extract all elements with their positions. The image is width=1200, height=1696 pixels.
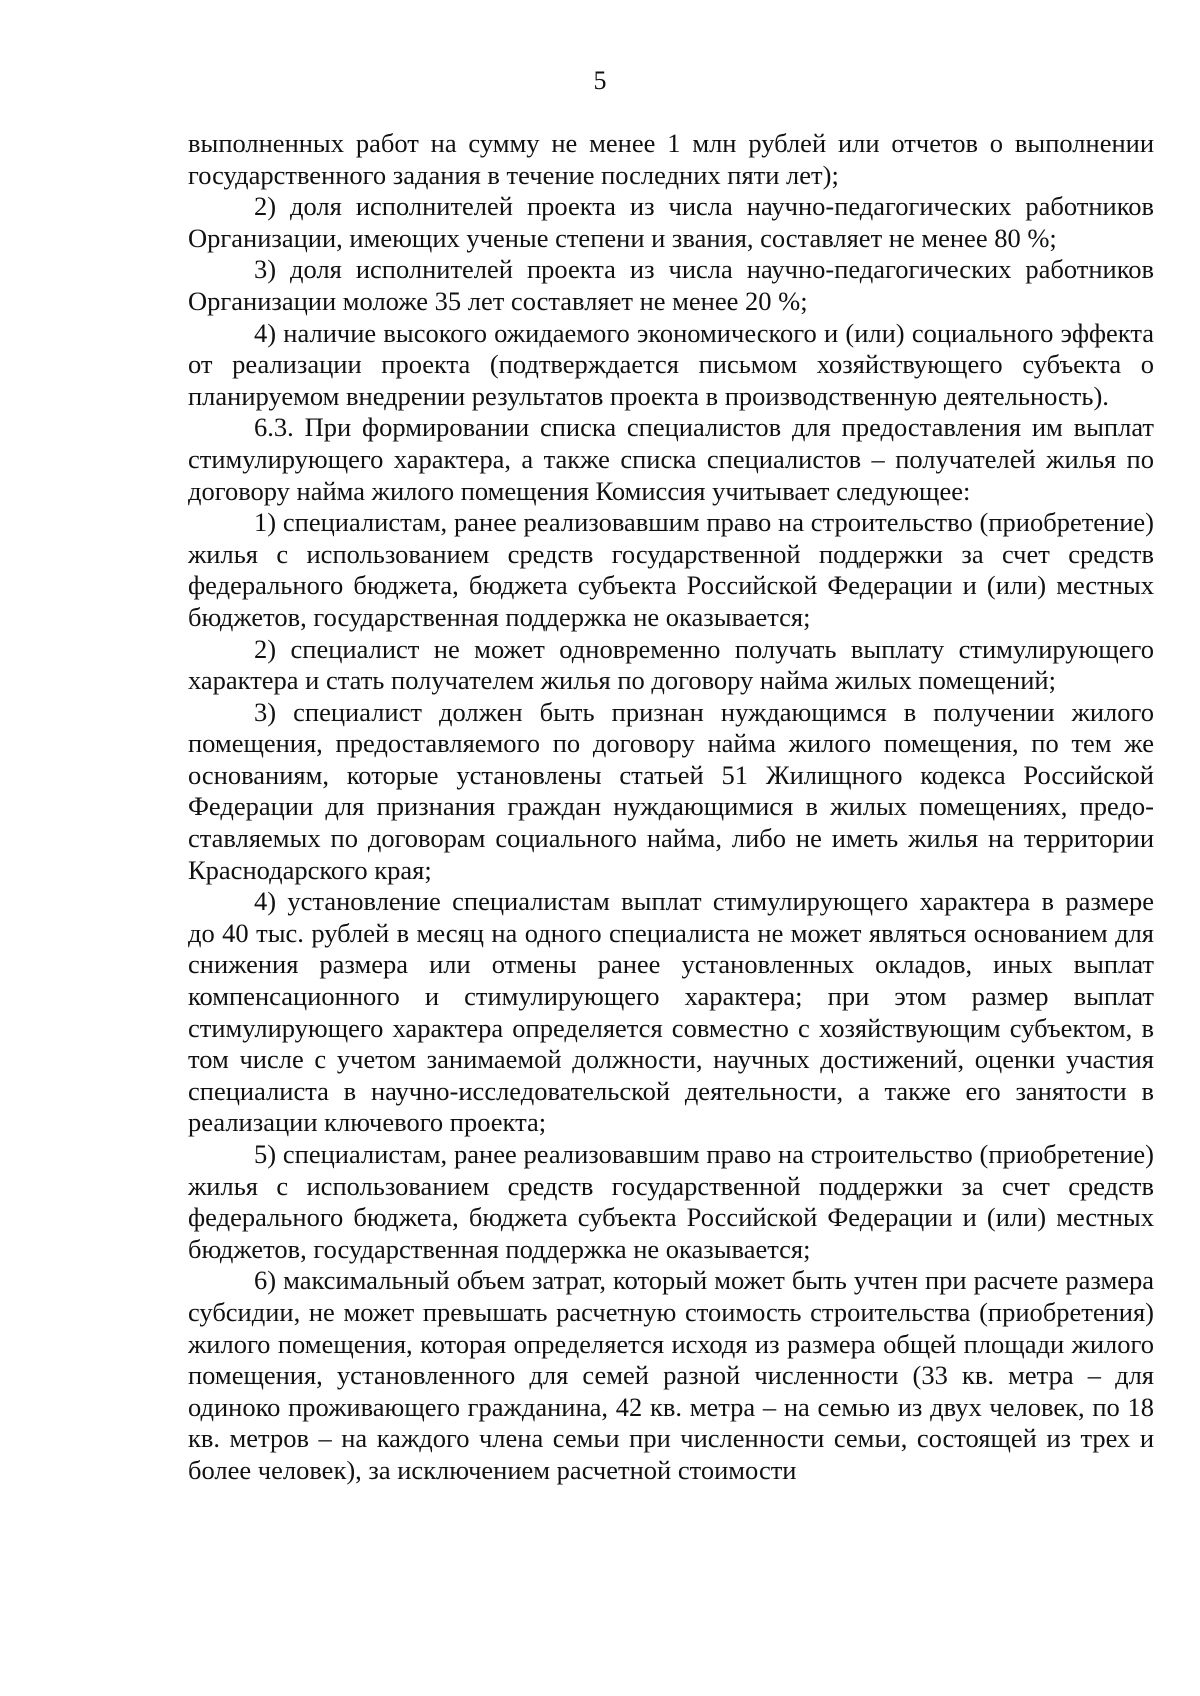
paragraph-6-3-item-3: 3) специалист должен быть признан нуждающимся в получении жилого помещения, предоставляемого по договору найма жилого помещения, по тем же основаниям, которые установлены статьей 51 Жилищного кодекса Российской Федерации для признания граждан нуждающимися в жилых помещениях, предоставляемых по договорам социального найма, либо не иметь жилья на территории Краснодарского края; bbox=[188, 696, 1154, 885]
paragraph-continuation: выполненных работ на сумму не менее 1 млн рублей или отчетов о выполнении государственного задания в течение последних пяти лет); bbox=[188, 128, 1154, 190]
paragraph-6-3-item-5: 5) специалистам, ранее реализовавшим право на строительство (приобретение) жилья с использованием средств государственной поддержки за счет средств федерального бюджета, бюджета субъекта Российской Федерации и (или) местных бюджетов, государственная поддержка не оказывается; bbox=[188, 1139, 1154, 1264]
document-body bbox=[188, 128, 1154, 1487]
paragraph-section-6-3: 6.3. При формировании списка специалистов для предоставления им выплат стимулирующего характера, а также списка специалистов – получателей жилья по договору найма жилого помещения Комиссия учитывает следующее: bbox=[188, 412, 1154, 506]
paragraph-item-3: 3) доля исполнителей проекта из числа научно-педагогических работников Организации моложе 35 лет составляет не менее 20 %; bbox=[188, 254, 1154, 316]
paragraph-6-3-item-4: 4) установление специалистам выплат стимулирующего характера в размере до 40 тыс. рублей в месяц на одного специалиста не может являться основанием для снижения размера или отмены ранее установленных окладов, иных выплат компенсационного и стимулирующего характера; при этом размер выплат стимулирующего характера определяется совместно с хозяйствующим субъектом, в том числе с учетом занимаемой должности, научных достижений, оценки участия специалиста в научно-исследовательской деятельности, а также его занятости в реализации ключевого проекта; bbox=[188, 886, 1154, 1138]
page-number: 5 bbox=[593, 66, 607, 95]
paragraph-6-3-item-6: 6) максимальный объем затрат, который может быть учтен при расчете размера субсидии, не может превышать расчетную стоимость строительства (приобретения) жилого помещения, которая определяется исходя из размера общей площади жилого помещения, установленного для семей разной численности (33 кв. метра – для одиноко проживающего гражданина, 42 кв. метра – на семью из двух человек, по 18 кв. метров – на каждого члена семьи при численности семьи, состоящей из трех и более человек), за исключением расчетной стоимости bbox=[188, 1265, 1154, 1485]
paragraph-item-4: 4) наличие высокого ожидаемого экономического и (или) социального эффекта от реализации проекта (подтверждается письмом хозяйствующего субъекта о планируемом внедрении результатов проекта в производственную деятельность). bbox=[188, 317, 1154, 411]
paragraph-6-3-item-2: 2) специалист не может одновременно получать выплату стимулирующего характера и стать получателем жилья по договору найма жилых помещений; bbox=[188, 633, 1154, 696]
paragraph-6-3-item-1: 1) специалистам, ранее реализовавшим право на строительство (приобретение) жилья с использованием средств государственной поддержки за счет средств федерального бюджета, бюджета субъекта Российской Федерации и (или) местных бюджетов, государственная поддержка не оказывается; bbox=[188, 507, 1154, 632]
paragraph-item-2: 2) доля исполнителей проекта из числа научно-педагогических работников Организации, имеющих ученые степени и звания, составляет не менее 80 %; bbox=[188, 191, 1154, 253]
